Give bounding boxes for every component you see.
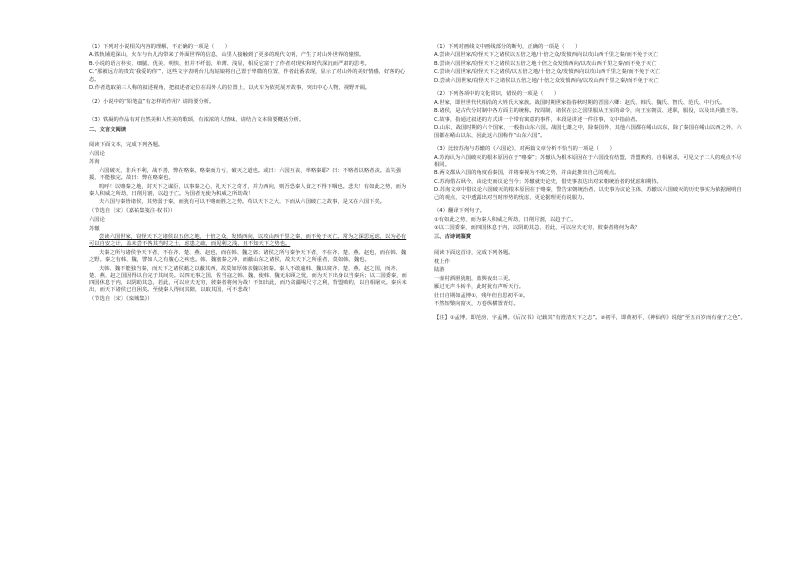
option-a: A.苏洵认为六国破灭的根本原因在于“赂秦”；苏辙认为根本原因在于六国没有结盟，背盟败约，自相屠杀，可见父子二人的观点不尽相同。 (434, 154, 742, 168)
option-c: C.故事，指通过叙述的方式讲一个带有寓意的事件，本段是讲述一件往事，文中指前者。 (434, 116, 641, 123)
option-b: B.尝读六国世家/窃怪天下之诸侯以五倍之地十倍之众发愤西向/以攻山西千里之秦/而不免于灭亡 (434, 60, 657, 67)
option-a: A.世家，即世世代代相沿的大姓氏大家族。战国时期世家指春秋时期的晋国六卿：赵氏、韩氏、魏氏、智氏、范氏、中行氏。 (434, 99, 726, 106)
essay-title: 六国论 (89, 217, 105, 224)
question-2: （2）小说中的“铅笔盒”有怎样的作用？请简要分析。 (89, 98, 215, 105)
translate-sentence-1: ①有如此之势，而为秦人积威之所劫，日削月割，以趋于亡。 (434, 216, 577, 223)
option-c: C.尝读六国世家/窃怪天下之诸侯/以五倍之地/十倍之众/发愤西向以攻山西千里之秦/而不免于灭亡 (434, 69, 661, 76)
essay-title: 六国论 (89, 151, 105, 158)
poem-note: 【注】①孟博，即范滂，字孟博。《后汉书》记载其“有澄清天下之志”。②初平，即黄初平，《神仙传》说他“至五百岁而有童子之色”。 (434, 314, 746, 321)
left-column (89, 44, 407, 304)
underlined-paragraph: 尝读六国世家，窃怪天下之诸侯以五倍之地，十倍之众，发愤西向，以攻山西千里之秦，而不免于灭亡。常为之深思远虑，以为必有可以自安之计，盖未尝不咎其当时之士，虑患之疏，而见利之浅，且不知天下之势也。 (89, 234, 407, 248)
poem-line: 不然短檠向窗灭，万卷纵横置青灯。 (434, 301, 519, 308)
option-b: B.诸侯，是古代分封制中各方面主的统称。按周制，诸侯在公之国里服从王室的命令，向王室朝贡、述职，服役，以及出兵勤王等。 (434, 108, 742, 115)
option-a: A.尝读六国世家/窃怪天下之诸侯以五倍之地/十倍之众/发愤西向以攻山西千里之秦/而不免于灭亡 (434, 52, 659, 59)
poem-line: 雁过无声斗转半，此时犹有声听天行。 (434, 284, 525, 291)
option-b: B.小说的语言朴实、细腻、优美、明快，但并不纤弱，单薄、浅显，相反它富于了作者对现实和时代深沉而严肃的思考。 (89, 60, 370, 67)
section-heading: 二、文言文阅读 (89, 126, 127, 133)
option-d: D.山东，战国时期的六个国家，一般指山东六国。战国七雄之中，除秦国外，其他六国都在崤山以东，除了秦国在崤山以西之外，六国都在崤山以东，因此这六国称作“山东六国”。 (434, 125, 742, 139)
question-4: （4）翻译下列句子。 (434, 208, 486, 215)
option-c: C.苏洵借古讽今，由论史而议论当今；苏辙就史论史，借史事表达出对宋朝统治者的忧虑和期待。 (434, 178, 662, 185)
poem-line: 壮日自期如孟博①，残年但自思初平②。 (434, 292, 529, 299)
section-heading: 三、古诗词鉴赏 (434, 234, 472, 241)
option-d: D.苏洵文章中借议论六国破灭的根本原因在于赂秦，警告宋朝统治者，以史事为议论主体，苏辙以六国破灭的历史事实为依据阐明自己的观点，文中透露出对当时形势的忧虑，更论据理更有说服力。 (434, 187, 742, 201)
paragraph: 呜呼！以赂秦之地，封天下之谋臣，以事秦之心，礼天下之奇才，并力西向，则吾恐秦人食之不得下咽也。悲夫！有如此之势，而为秦人积威之所劫，日削月割，以趋于亡。为国者无使为积威之所劫哉！ (89, 183, 407, 197)
option-a: A.铁轨铺进深山，火车与台儿沟带来了外面世界的信息，山里人接触到了更多的现代文明，产生了对山外世界的憧憬。 (89, 52, 365, 59)
paragraph: 夫六国与秦皆诸侯，其势弱于秦，而犹有可以不赂而胜之之势。苟以天下之大，下而从六国破亡之故事，是又在六国下矣。 (99, 199, 386, 206)
source-note: （节选自〔宋〕《嘉祐集笺注·权书》） (89, 207, 176, 214)
source-note: （节选自〔宋〕《栾城集》） (89, 295, 153, 302)
instruction: 阅读下面文本，完成下列各题。 (89, 141, 164, 148)
instruction: 阅读下面这首诗，完成下列各题。 (434, 249, 514, 256)
question-3: （3）铁凝的作品有对自然美和人性美的歌颂，有浓浓的人情味，请结合文本简要概括分析。 (89, 117, 305, 124)
poem-author: 陆游 (434, 267, 445, 274)
option-d: D.尝读六国世家/窃怪天下之诸侯以五倍之地/十倍之众发愤西向/以攻山西千里之秦/而不免于灭亡 (434, 77, 659, 84)
paragraph: 夫秦之所与诸侯争天下者，不在齐、楚、燕、赵也，而在韩、魏之郊；诸侯之所与秦争天下者，不在齐、楚、燕、赵也，而在韩、魏之野。秦之有韩、魏，譬如人之有腹心之疾也。韩、魏塞秦之冲，而蔽山东之诸侯，故夫天下之所重者，莫如韩、魏也。 (89, 249, 407, 264)
option-d: D.作者选取第三人称的叙述视角，把叙述者定位在局外人的位置上，以火车为依托展开故事，突出中心人物，视野开阔。 (89, 85, 371, 92)
option-c: C.“那被远方的贵宾‘我爱的你’”，这些文字表明台儿沟姑娘将自己置于卑微的位置，作者此番表现，显示了对山外的美好情感，好客的心态。 (89, 69, 406, 83)
question-1: （1）下列对画线文中画线部分的断句，正确的一项是（ ） (434, 44, 581, 50)
right-column (434, 44, 746, 323)
paragraph: 六国破灭，非兵不利，战不善，弊在赂秦。赂秦而力亏，破灭之道也。或曰：六国互丧，率赂秦耶？曰：不赂者以赂者丧。盖失强援，不能独完。故曰：弊在赂秦也。 (89, 167, 401, 182)
question-3: （3）比较苏洵与苏辙的《六国论》，对两篇文章分析不恰当的一项是（ ） (434, 146, 615, 153)
option-b: B.两文都从六国的角度看秦国，并将秦视为不败之势，并由此推出自己的观点。 (434, 170, 620, 177)
paragraph: 夫韩、魏不能独当秦，而天下之诸侯藉之以蔽其西，故莫如厚韩亲魏以摈秦。秦人不敢逾韩、魏以窥齐、楚、燕、赵之国，而齐、楚、燕、赵之国因得以自完于其间矣。以四无事之国，佐当寇之韩、魏，使韩、魏无东顾之忧，而为天下出身以当秦兵；以二国委秦，而四国休息于内，以阴助其急，若此，可以应夫无穷，彼秦者将何为哉！不知出此，而乃贪疆埸尺寸之利，背盟败约，以自相屠灭。秦兵未出，而天下诸侯已自困矣。至使秦人得间其隙，以取其国，可不悲哉！ (89, 265, 407, 294)
poem-line: 一壶村酒胆犹粗，蓝舆夜出三更。 (434, 275, 514, 282)
question-2: （2）下列各项中的文化常识，错误的一项是（ ） (434, 91, 560, 98)
translate-sentence-2: ②以二国委秦，而四国休息于内，以阴助其急，若此，可以应夫无穷，彼秦者将何为哉？ (434, 225, 641, 232)
question-1: （1）下列对小说相关内容的理解，不正确的一项是（ ） (89, 44, 231, 50)
essay-author: 苏辙 (89, 225, 100, 232)
poem-title: 枕上作 (434, 259, 450, 266)
essay-author: 苏洵 (89, 159, 100, 166)
